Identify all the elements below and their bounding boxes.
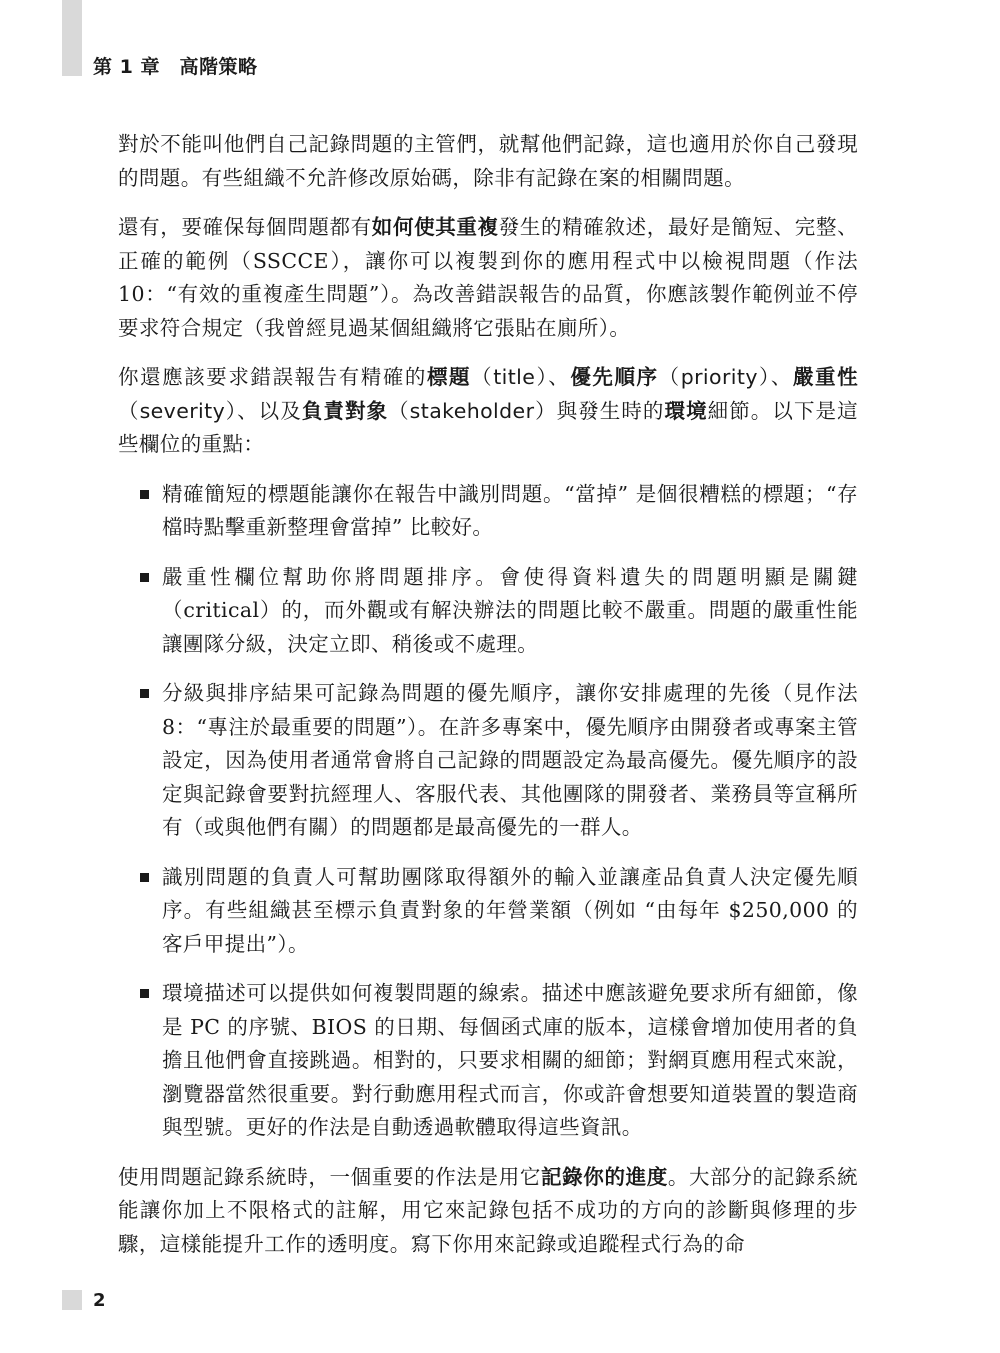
term-environment: 環境: [664, 398, 708, 423]
square-bullet-icon: [140, 490, 149, 499]
paragraph-3-text-i: （stakeholder）與發生時的: [388, 398, 665, 423]
paragraph-2-emphasis: 如何使其重複: [371, 215, 499, 239]
list-item-text: 精確簡短的標題能讓你在報告中識別問題。“當掉” 是個很糟糕的標題；“存檔時點擊重新整理會當掉” 比較好。: [162, 481, 858, 539]
square-bullet-icon: [140, 873, 149, 882]
paragraph-4-emphasis: 記錄你的進度: [541, 1164, 668, 1189]
paragraph-3-text-g: （severity）、以及: [118, 398, 302, 423]
square-bullet-icon: [140, 689, 149, 698]
paragraph-1: 對於不能叫他們自己記錄問題的主管們，就幫他們記錄，這也適用於你自己發現的問題。有些組織不允許修改原始碼，除非有記錄在案的相關問題。: [118, 132, 858, 190]
paragraph-3-text-c: （title）、: [471, 365, 571, 389]
term-priority: 優先順序: [570, 365, 659, 389]
paragraph-4-text-a: 使用問題記錄系統時，一個重要的作法是用它: [118, 1164, 541, 1189]
paragraph-3-text-k: 細節。以下是這些欄位的重點：: [118, 398, 858, 456]
bullet-list: [118, 478, 858, 1145]
paragraph-2: [118, 211, 858, 345]
list-item: [118, 677, 858, 845]
paragraph-2-text-a: 還有，要確保每個問題都有: [118, 215, 372, 239]
list-item-text: 環境描述可以提供如何複製問題的線索。描述中應該避免要求所有細節，像是 PC 的序號、BIOS 的日期、每個函式庫的版本，這樣會增加使用者的負擔且他們會直接跳過。相對的，只要求相關的細節；對網頁應用程式來說，瀏覽器當然很重要。對行動應用程式而言，你或許會想要知道裝置的製造商與型號。更好的作法是自動透過軟體取得這些資訊。: [162, 981, 858, 1139]
term-title: 標題: [426, 365, 472, 389]
list-item: [118, 861, 858, 962]
term-stakeholder: 負責對象: [301, 398, 389, 423]
list-item: [118, 561, 858, 662]
list-item-text: 識別問題的負責人可幫助團隊取得額外的輸入並讓產品負責人決定優先順序。有些組織甚至標示負責對象的年營業額（例如 “由每年 $250,000 的客戶甲提出”）。: [162, 864, 858, 956]
paragraph-3-text-e: （priority）、: [658, 365, 793, 389]
square-bullet-icon: [140, 573, 149, 582]
page-content: [118, 128, 858, 1277]
list-item: [118, 977, 858, 1145]
square-bullet-icon: [140, 989, 149, 998]
header-bar: [62, 0, 82, 76]
paragraph-4: [118, 1161, 858, 1262]
chapter-header: 第 1 章 高階策略: [93, 56, 258, 78]
list-item-text: 分級與排序結果可記錄為問題的優先順序，讓你安排處理的先後（見作法 8：“專注於最重要的問題”）。在許多專案中，優先順序由開發者或專案主管設定，因為使用者通常會將自己記錄的問題設定為最高優先。優先順序的設定與記錄會要對抗經理人、客服代表、其他團隊的開發者、業務員等宣稱所有（或與他們有關）的問題都是最高優先的一群人。: [162, 681, 858, 839]
paragraph-3: [118, 361, 858, 462]
list-item: [118, 478, 858, 545]
footer-marker: [62, 1290, 82, 1310]
page-number: 2: [93, 1290, 106, 1311]
term-severity: 嚴重性: [792, 365, 858, 389]
paragraph-3-text-a: 你還應該要求錯誤報告有精確的: [118, 365, 427, 389]
paragraph-4-text-c: 。大部分的記錄系統能讓你加上不限格式的註解，用它來記錄包括不成功的方向的診斷與修理的步驟，這樣能提升工作的透明度。寫下你用來記錄或追蹤程式行為的命: [118, 1164, 859, 1256]
paragraph-2-text-c: 發生的精確敘述，最好是簡短、完整、正確的範例（SSCCE），讓你可以複製到你的應用程式中以檢視問題（作法 10：“有效的重複產生問題”）。為改善錯誤報告的品質，你應該製作範例並不停要求符合規定（我曾經見過某個組織將它張貼在廁所）。: [118, 215, 858, 340]
list-item-text: 嚴重性欄位幫助你將問題排序。會使得資料遺失的問題明顯是關鍵（critical）的，而外觀或有解決辦法的問題比較不嚴重。問題的嚴重性能讓團隊分級，決定立即、稍後或不處理。: [162, 564, 858, 656]
